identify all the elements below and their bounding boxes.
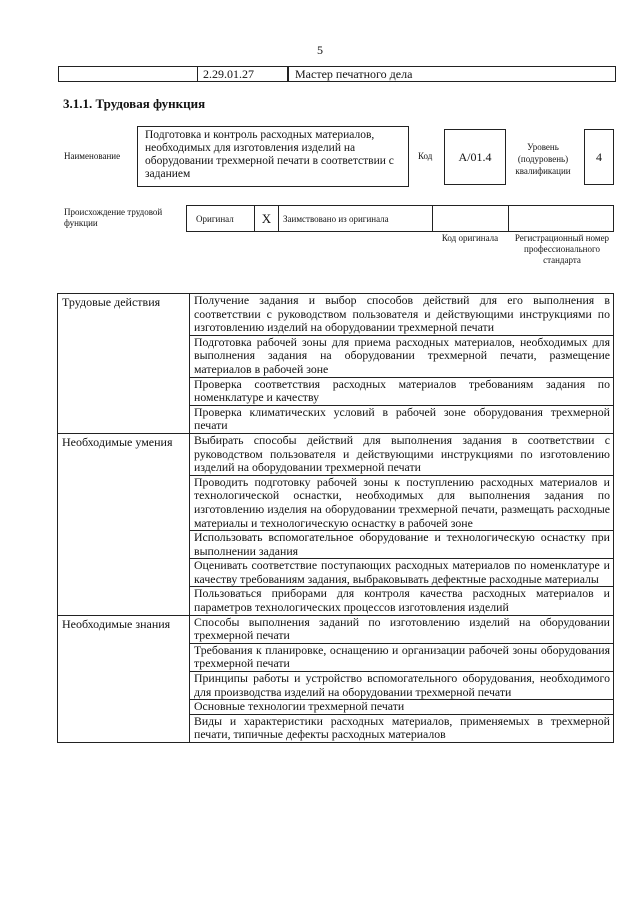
requirement-cell: Основные технологии трехмерной печати [190,700,614,715]
divider [197,67,198,81]
requirement-cell: Получение задания и выбор способов действий для его выполнения в соответствии с руководством пользователя и действующими инструкциями по изготовлению изделий на оборудовании трехмерной печати [190,294,614,336]
reg-number-cell [509,206,613,231]
name-label: Наименование [64,151,121,161]
reg-number-label: Регистрационный номер профессионального стандарта [514,233,610,265]
function-details-table [57,293,614,743]
function-name-box: Подготовка и контроль расходных материалов, необходимых для изготовления изделий на оборудовании трехмерной печати в соответствии с заданием [137,126,409,187]
table-row [58,433,614,475]
table-row [58,615,614,643]
requirement-cell: Оценивать соответствие поступающих расходных материалов по номенклатуре и качеству требованиям задания, выбраковывать дефектные расходные материалы [190,559,614,587]
origin-row [186,205,614,232]
code-original-cell [433,206,509,231]
requirement-cell: Виды и характеристики расходных материалов, применяемых в трехмерной печати, типичные дефекты расходных материалов [190,714,614,742]
requirement-cell: Проверка соответствия расходных материалов требованиям задания по номенклатуре и качеству [190,377,614,405]
table-row [58,294,614,336]
level-box: 4 [584,129,614,185]
profession-name: Мастер печатного дела [295,67,413,81]
section-heading: 3.1.1. Трудовая функция [63,96,206,111]
borrowed-cell: Заимствовано из оригинала [279,206,433,231]
divider [287,67,289,81]
code-label: Код [418,151,433,161]
requirement-cell: Использовать вспомогательное оборудование и технологическую оснастку при выполнении задания [190,531,614,559]
original-cell: Оригинал [187,206,255,231]
origin-label: Происхождение трудовой функции [64,207,163,228]
requirement-cell: Проверка климатических условий в рабочей зоне оборудования трехмерной печати [190,405,614,433]
requirement-cell: Выбирать способы действий для выполнения задания в соответствии с руководством пользователя и действующими инструкциями по изготовлению изделий на оборудовании трехмерной печати [190,433,614,475]
category-cell: Необходимые умения [58,433,190,615]
requirement-cell: Способы выполнения заданий по изготовлению изделий на оборудовании трехмерной печати [190,615,614,643]
requirement-cell: Подготовка рабочей зоны для приема расходных материалов, необходимых для выполнения задания на оборудовании трехмерной печати, размещение материалов в рабочей зоне [190,335,614,377]
original-mark: X [255,206,279,231]
function-code-box: A/01.4 [444,129,506,185]
profession-code: 2.29.01.27 [203,67,254,81]
category-cell: Трудовые действия [58,294,190,434]
code-row [58,66,616,82]
requirement-cell: Требования к планировке, оснащению и организации рабочей зоны оборудования трехмерной печати [190,643,614,671]
code-original-label: Код оригинала [441,233,499,243]
requirement-cell: Проводить подготовку рабочей зоны к поступлению расходных материалов и технологической оснастки, необходимых для выполнения задания по изготовлению изделия на оборудовании трехмерной печати, размещать расходные материалы и технологическую оснастку в рабочей зоне [190,475,614,530]
page-number: 5 [317,43,323,57]
category-cell: Необходимые знания [58,615,190,742]
requirement-cell: Принципы работы и устройство вспомогательного оборудования, необходимого для производства изделий на оборудовании трехмерной печати [190,672,614,700]
level-label: Уровень (подуровень) квалификации [515,142,571,176]
requirement-cell: Пользоваться приборами для контроля качества расходных материалов и параметров технологических процессов изготовления изделий [190,587,614,615]
